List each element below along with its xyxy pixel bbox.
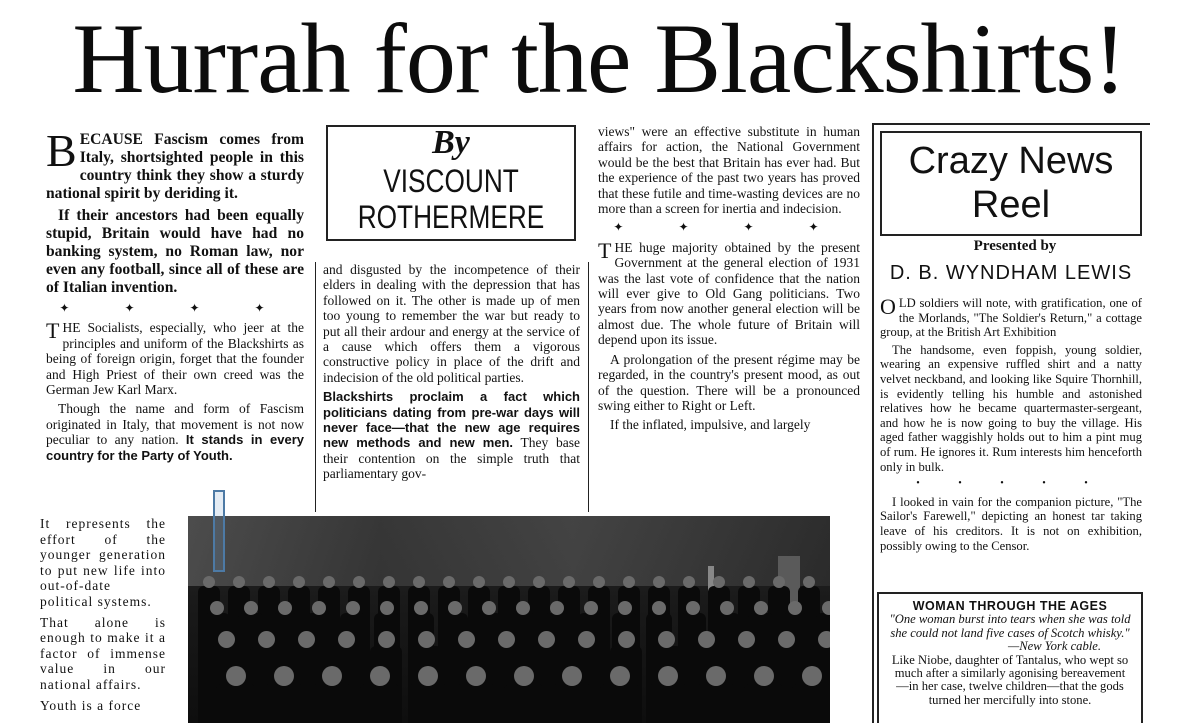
ages-quote: "One woman burst into tears when she was told she could not land five cases of Scotch whisky." (889, 612, 1131, 640)
marcher-head (473, 576, 485, 588)
marcher-head (322, 666, 342, 686)
col-c-paragraph-2 (598, 237, 860, 348)
marcher-head (743, 576, 755, 588)
marcher-head (658, 631, 675, 648)
marcher-head (578, 631, 595, 648)
marcher-head (418, 631, 435, 648)
marcher-head (610, 666, 630, 686)
marcher-head (378, 631, 395, 648)
col-a-p3-text: HE Socialists, especially, who jeer at the principles and uniform of the Blackshirts as being of foreign origin, forget that the founder and High Priest of their own creed was the German Jew Karl Marx. (46, 320, 304, 398)
marcher-head (533, 576, 545, 588)
marcher-body (264, 684, 304, 723)
marcher-head (713, 576, 725, 588)
marcher-head (414, 601, 428, 615)
marcher-head (244, 601, 258, 615)
marcher-head (466, 666, 486, 686)
ages-source: —New York cable. (1008, 639, 1101, 654)
sidebar-paragraph-2: The handsome, even foppish, young soldier, wearing an expensive ruffled shirt and a natty velvet neckband, and looking like Squire Thornhill, is evidently telling his humble and astonished relatives how he became quartermaster-sergeant, and how he is now going to buy the village. His aged father waggishly holds out to him a pint mug of rum. He ignores it. Rum interests him henceforth only in bulk. (880, 342, 1142, 474)
column-a (46, 125, 304, 467)
section-stars: ✦ ✦ ✦ ✦ (59, 301, 291, 315)
drop-cap: O (880, 294, 896, 319)
marcher-head (516, 601, 530, 615)
column-rule (315, 262, 316, 512)
sidebar-paragraph-3: I looked in vain for the companion picture, "The Sailor's Farewell," depicting an honest tar taking leave of his creditors. It is not on exhibition, possibly owing to the Censor. (880, 494, 1142, 553)
marcher-head (706, 666, 726, 686)
blackshirts-march-photo (188, 516, 830, 723)
marcher-head (778, 631, 795, 648)
marcher-head (623, 576, 635, 588)
marcher-head (618, 601, 632, 615)
marcher-head (658, 666, 678, 686)
ages-title: WOMAN THROUGH THE AGES (912, 599, 1108, 613)
marcher-head (802, 666, 822, 686)
col-a-p1-text: ECAUSE Fascism comes from Italy, shortsighted people in this country think they show a sturdy national spirit by deriding it. (46, 131, 304, 202)
marcher-body (216, 684, 256, 723)
presented-by: Presented by (973, 238, 1057, 254)
col-b-p2-bold: Blackshirts proclaim a fact which politicians dating from pre-war days will never face—that the new age requires new methods and new men. (323, 389, 580, 451)
marcher-head (293, 576, 305, 588)
marcher-head (370, 666, 390, 686)
marcher-head (298, 631, 315, 648)
marcher-head (226, 666, 246, 686)
marcher-head (233, 576, 245, 588)
column-rule (588, 262, 589, 512)
drop-cap: B (46, 125, 77, 176)
marcher-head (803, 576, 815, 588)
col-a-p4-text: Though the name and form of Fascism originated in Italy, that movement is not now peculiar to any nation. (46, 401, 304, 448)
sidebar-title-line2: Reel (971, 184, 1051, 226)
marcher-head (562, 666, 582, 686)
column-b (323, 262, 580, 486)
marcher-head (754, 666, 774, 686)
marcher-head (652, 601, 666, 615)
sidebar-author: D. B. WYNDHAM LEWIS (889, 262, 1133, 284)
marcher-head (498, 631, 515, 648)
marcher-head (503, 576, 515, 588)
col-b-paragraph-1: and disgusted by the incompetence of their elders in dealing with the depression that has followed on it. The other is made up of men too young to remember the war but ready to put all their ardour and energy at the service of a cause which offers them a vigorous constructive policy in place of the drift and indecision of the old political parties. (323, 262, 580, 385)
marcher-head (738, 631, 755, 648)
marcher-head (683, 576, 695, 588)
marcher-head (383, 576, 395, 588)
marcher-head (203, 576, 215, 588)
marcher-head (218, 631, 235, 648)
marcher-body (360, 684, 400, 723)
col-c-paragraph-4: If the inflated, impulsive, and largely (610, 417, 811, 433)
marcher-head (482, 601, 496, 615)
marcher-head (788, 601, 802, 615)
marcher-head (448, 601, 462, 615)
ages-body: Like Niobe, daughter of Tantalus, who wept so much after a similarly agonising bereavement—in her case, twelve children—that the gods turned her mercifully into stone. (891, 652, 1129, 707)
selection-marker (213, 490, 225, 572)
marcher-head (754, 601, 768, 615)
marcher-head (458, 631, 475, 648)
marcher-head (514, 666, 534, 686)
marcher-body (552, 684, 592, 723)
marcher-head (380, 601, 394, 615)
marcher-head (686, 601, 700, 615)
column-c (598, 124, 860, 437)
marcher-head (550, 601, 564, 615)
marcher-body (312, 684, 352, 723)
marcher-body (408, 684, 448, 723)
marcher-head (346, 601, 360, 615)
marcher-head (263, 576, 275, 588)
marcher-body (792, 684, 830, 723)
marcher-head (538, 631, 555, 648)
sidebar-paragraph-1 (880, 296, 1142, 340)
marcher-body (456, 684, 496, 723)
marcher-body (744, 684, 784, 723)
col-a2-paragraph-1: It represents the effort of the younger generation to put new life into out-of-date political systems. (40, 516, 166, 609)
marcher-head (720, 601, 734, 615)
drop-cap: T (598, 237, 612, 263)
col-a-paragraph-4 (46, 401, 304, 463)
col-a2-paragraph-2: That alone is enough to make it a factor of immense value in our national affairs. (40, 614, 166, 692)
headline: Hurrah for the Blackshirts! (72, 3, 1126, 114)
marcher-head (698, 631, 715, 648)
crazy-news-reel-box (880, 131, 1142, 236)
marcher-head (274, 666, 294, 686)
byline-box (326, 125, 576, 241)
sidebar-dots: • • • • • (916, 478, 1106, 490)
byline-name-line2: ROTHERMERE (357, 199, 545, 235)
sidebar-column (880, 296, 1142, 556)
col-c-p2-text: HE huge majority obtained by the present Government at the general election of 1931 was the last vote of confidence that the nation will ever give to Old Gang politicians. Two years from now another general election will be almost due. The whole future of Britain will depend upon its issue. (598, 239, 860, 348)
marcher-head (563, 576, 575, 588)
col-b-paragraph-2 (323, 389, 580, 481)
marcher-head (773, 576, 785, 588)
marcher-body (648, 684, 688, 723)
sidebar-title-line1: Crazy News (908, 140, 1114, 182)
marcher-head (822, 601, 830, 615)
col-c-paragraph-1: views" were an effective substitute in human affairs for action, the National Government would be the best that Britain has ever had. But the experience of the past two years has proved that these futile and time-wasting devices are no more than a screen for inertia and indecision. (598, 124, 860, 217)
marcher-head (323, 576, 335, 588)
marcher-head (312, 601, 326, 615)
marcher-head (210, 601, 224, 615)
marcher-body (696, 684, 736, 723)
col-c-paragraph-3: A prolongation of the present régime may be regarded, in the country's present mood, as out of the question. There will be a pronounced swing either to Right or Left. (598, 351, 860, 413)
marcher-head (618, 631, 635, 648)
marcher-head (258, 631, 275, 648)
col-a-p4-bold: It stands in every country for the Party of Youth. (46, 432, 304, 463)
marcher-body (504, 684, 544, 723)
col-b-p2-text: They base their contention on the simple truth that parliamentary gov- (323, 435, 580, 482)
col-a-paragraph-2: If their ancestors had been equally stupid, Britain would have had no banking system, no Roman law, nor even any football, since all of these are of Italian invention. (46, 207, 304, 296)
column-a-continued (40, 516, 166, 718)
marcher-body (600, 684, 640, 723)
marcher-head (353, 576, 365, 588)
byline-by: By (432, 124, 470, 161)
col-a2-paragraph-3: Youth is a force (40, 697, 142, 713)
marcher-head (443, 576, 455, 588)
marcher-head (653, 576, 665, 588)
marcher-head (593, 576, 605, 588)
marcher-head (413, 576, 425, 588)
marcher-head (338, 631, 355, 648)
marcher-head (278, 601, 292, 615)
byline-name-line1: VISCOUNT (383, 163, 519, 199)
drop-cap: T (46, 318, 60, 344)
woman-through-ages-box (877, 592, 1143, 723)
marcher-head (418, 666, 438, 686)
col-a-paragraph-3 (46, 320, 304, 397)
marcher-head (584, 601, 598, 615)
sidebar-p1-text: LD soldiers will note, with gratification, one of the Morlands, "The Soldier's Return," a cottage group, at the British Art Exhibition (880, 296, 1142, 340)
col-a-paragraph-1 (46, 125, 304, 203)
section-stars: ✦ ✦ ✦ ✦ (613, 220, 845, 235)
